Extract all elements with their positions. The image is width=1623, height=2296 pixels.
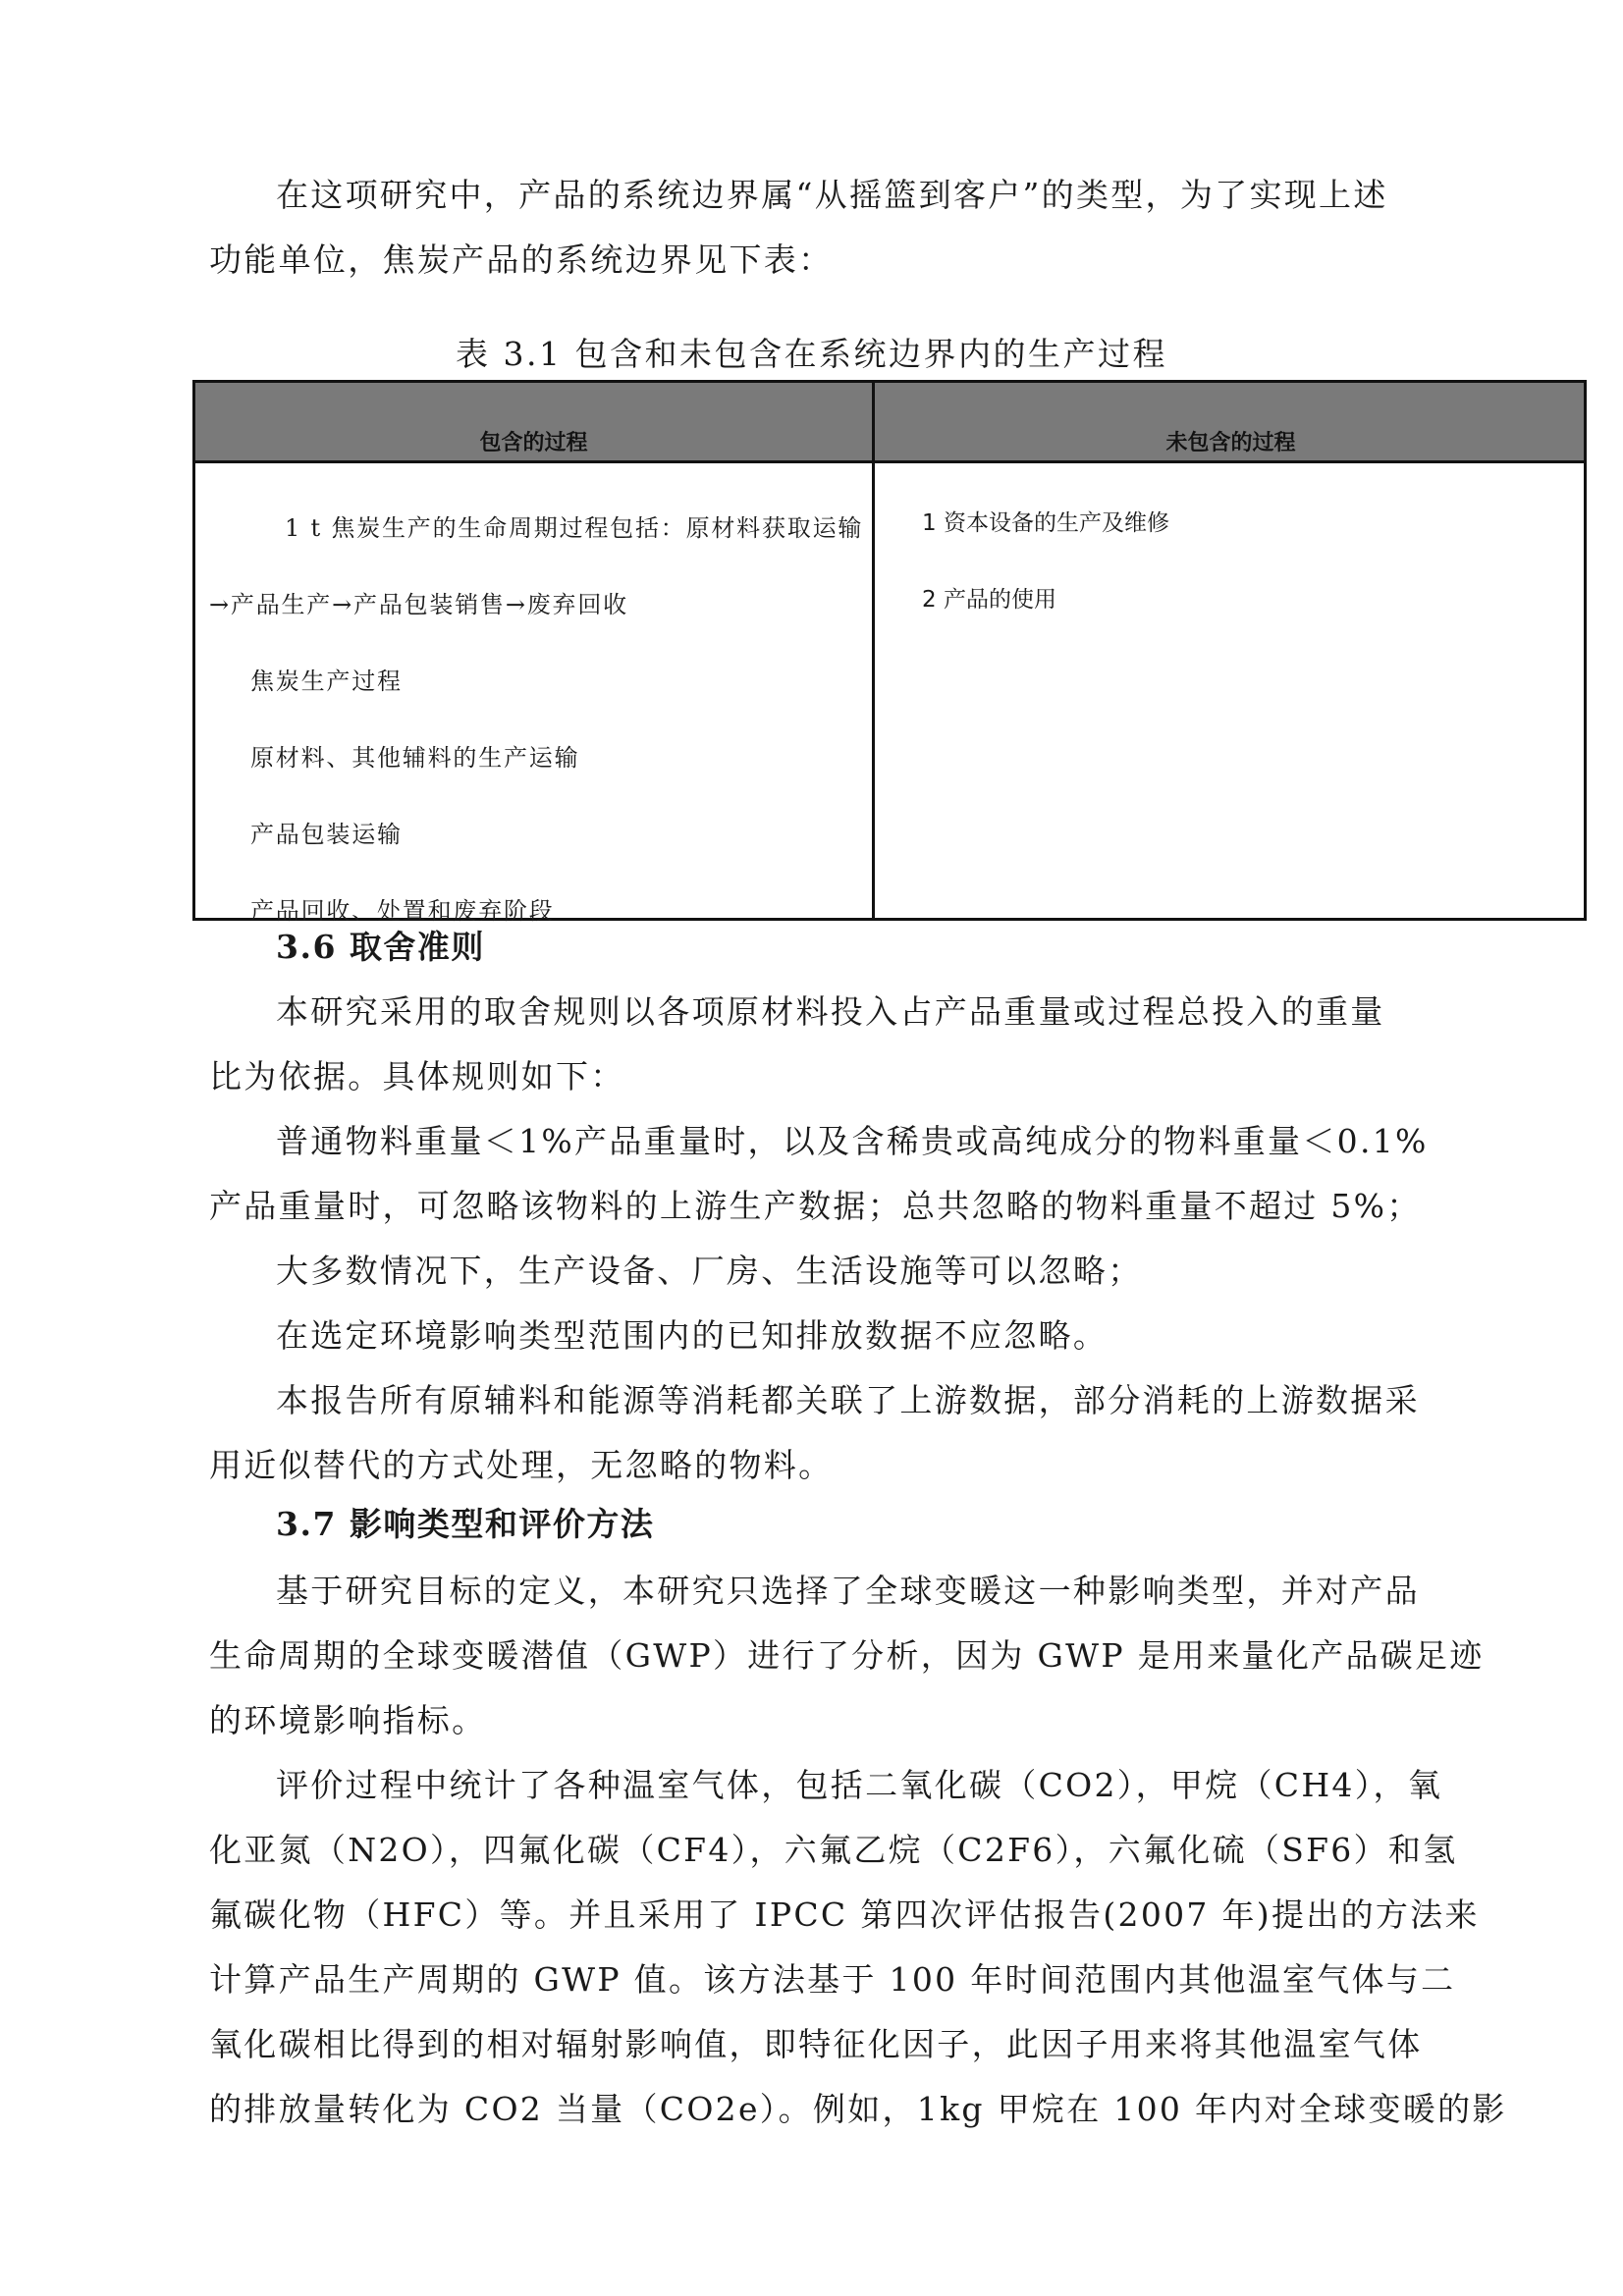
text-line: 本研究采用的取舍规则以各项原材料投入占产品重量或过程总投入的重量 bbox=[276, 992, 1385, 1031]
section-3-6-paragraph-5 bbox=[209, 1368, 1420, 1498]
header-included-processes: 包含的过程 bbox=[479, 431, 588, 455]
section-3-6-paragraph-1 bbox=[209, 980, 1385, 1109]
section-3-7-paragraph-2 bbox=[209, 1753, 1507, 2142]
section-heading-3-7: 3.7 影响类型和评价方法 bbox=[276, 1505, 655, 1543]
included-line: 1 t 焦炭生产的生命周期过程包括：原材料获取运输 bbox=[285, 514, 864, 542]
included-line: 焦炭生产过程 bbox=[250, 667, 403, 695]
text-line: 比为依据。具体规则如下： bbox=[209, 1057, 625, 1095]
section-heading-3-6: 3.6 取舍准则 bbox=[276, 928, 485, 966]
section-3-6-paragraph-2 bbox=[209, 1109, 1429, 1239]
section-3-6-paragraph-3 bbox=[209, 1239, 1385, 1304]
text-line: 本报告所有原辅料和能源等消耗都关联了上游数据，部分消耗的上游数据采 bbox=[276, 1381, 1420, 1419]
intro-paragraph bbox=[209, 163, 1388, 293]
text-line: 氧化碳相比得到的相对辐射影响值，即特征化因子，此因子用来将其他温室气体 bbox=[209, 2025, 1423, 2063]
text-line: 的排放量转化为 CO2 当量（CO2e）。例如，1kg 甲烷在 100 年内对全球变暖的影 bbox=[209, 2090, 1507, 2128]
excluded-item: 1 资本设备的生产及维修 bbox=[922, 510, 1169, 536]
text-line: 在选定环境影响类型范围内的已知排放数据不应忽略。 bbox=[276, 1316, 1109, 1355]
excluded-item: 2 产品的使用 bbox=[922, 587, 1056, 613]
intro-line-2: 功能单位，焦炭产品的系统边界见下表： bbox=[209, 240, 834, 279]
text-line: 大多数情况下，生产设备、厂房、生活设施等可以忽略； bbox=[276, 1252, 1143, 1290]
intro-line-1: 在这项研究中，产品的系统边界属“从摇篮到客户”的类型，为了实现上述 bbox=[276, 176, 1388, 214]
table-caption: 表 3.1 包含和未包含在系统边界内的生产过程 bbox=[456, 335, 1167, 373]
system-boundary-table bbox=[192, 380, 1587, 925]
text-line: 氟碳化物（HFC）等。并且采用了 IPCC 第四次评估报告(2007 年)提出的方法来 bbox=[209, 1896, 1480, 1934]
text-line: 用近似替代的方式处理，无忽略的物料。 bbox=[209, 1446, 834, 1484]
text-line: 普通物料重量＜1%产品重量时，以及含稀贵或高纯成分的物料重量＜0.1% bbox=[276, 1122, 1429, 1160]
included-line: 原材料、其他辅料的生产运输 bbox=[250, 744, 580, 772]
text-line: 产品重量时，可忽略该物料的上游生产数据；总共忽略的物料重量不超过 5%； bbox=[209, 1187, 1422, 1225]
text-line: 基于研究目标的定义，本研究只选择了全球变暖这一种影响类型，并对产品 bbox=[276, 1572, 1420, 1610]
section-3-7-paragraph-1 bbox=[209, 1559, 1485, 1753]
column-divider bbox=[872, 383, 875, 918]
text-line: 生命周期的全球变暖潜值（GWP）进行了分析，因为 GWP 是用来量化产品碳足迹 bbox=[209, 1636, 1485, 1675]
included-line: →产品生产→产品包装销售→废弃回收 bbox=[209, 591, 628, 618]
included-line: 产品包装运输 bbox=[250, 821, 403, 848]
text-line: 化亚氮（N2O），四氟化碳（CF4），六氟乙烷（C2F6），六氟化硫（SF6）和氢 bbox=[209, 1831, 1458, 1869]
included-line: 产品回收、处置和废弃阶段 bbox=[250, 897, 555, 925]
text-line: 计算产品生产周期的 GWP 值。该方法基于 100 年时间范围内其他温室气体与二 bbox=[209, 1960, 1456, 1999]
section-3-6-paragraph-4 bbox=[209, 1304, 1385, 1368]
text-line: 评价过程中统计了各种温室气体，包括二氧化碳（CO2），甲烷（CH4），氧 bbox=[276, 1766, 1443, 1804]
header-excluded-processes: 未包含的过程 bbox=[1165, 431, 1296, 455]
text-line: 的环境影响指标。 bbox=[209, 1701, 487, 1739]
